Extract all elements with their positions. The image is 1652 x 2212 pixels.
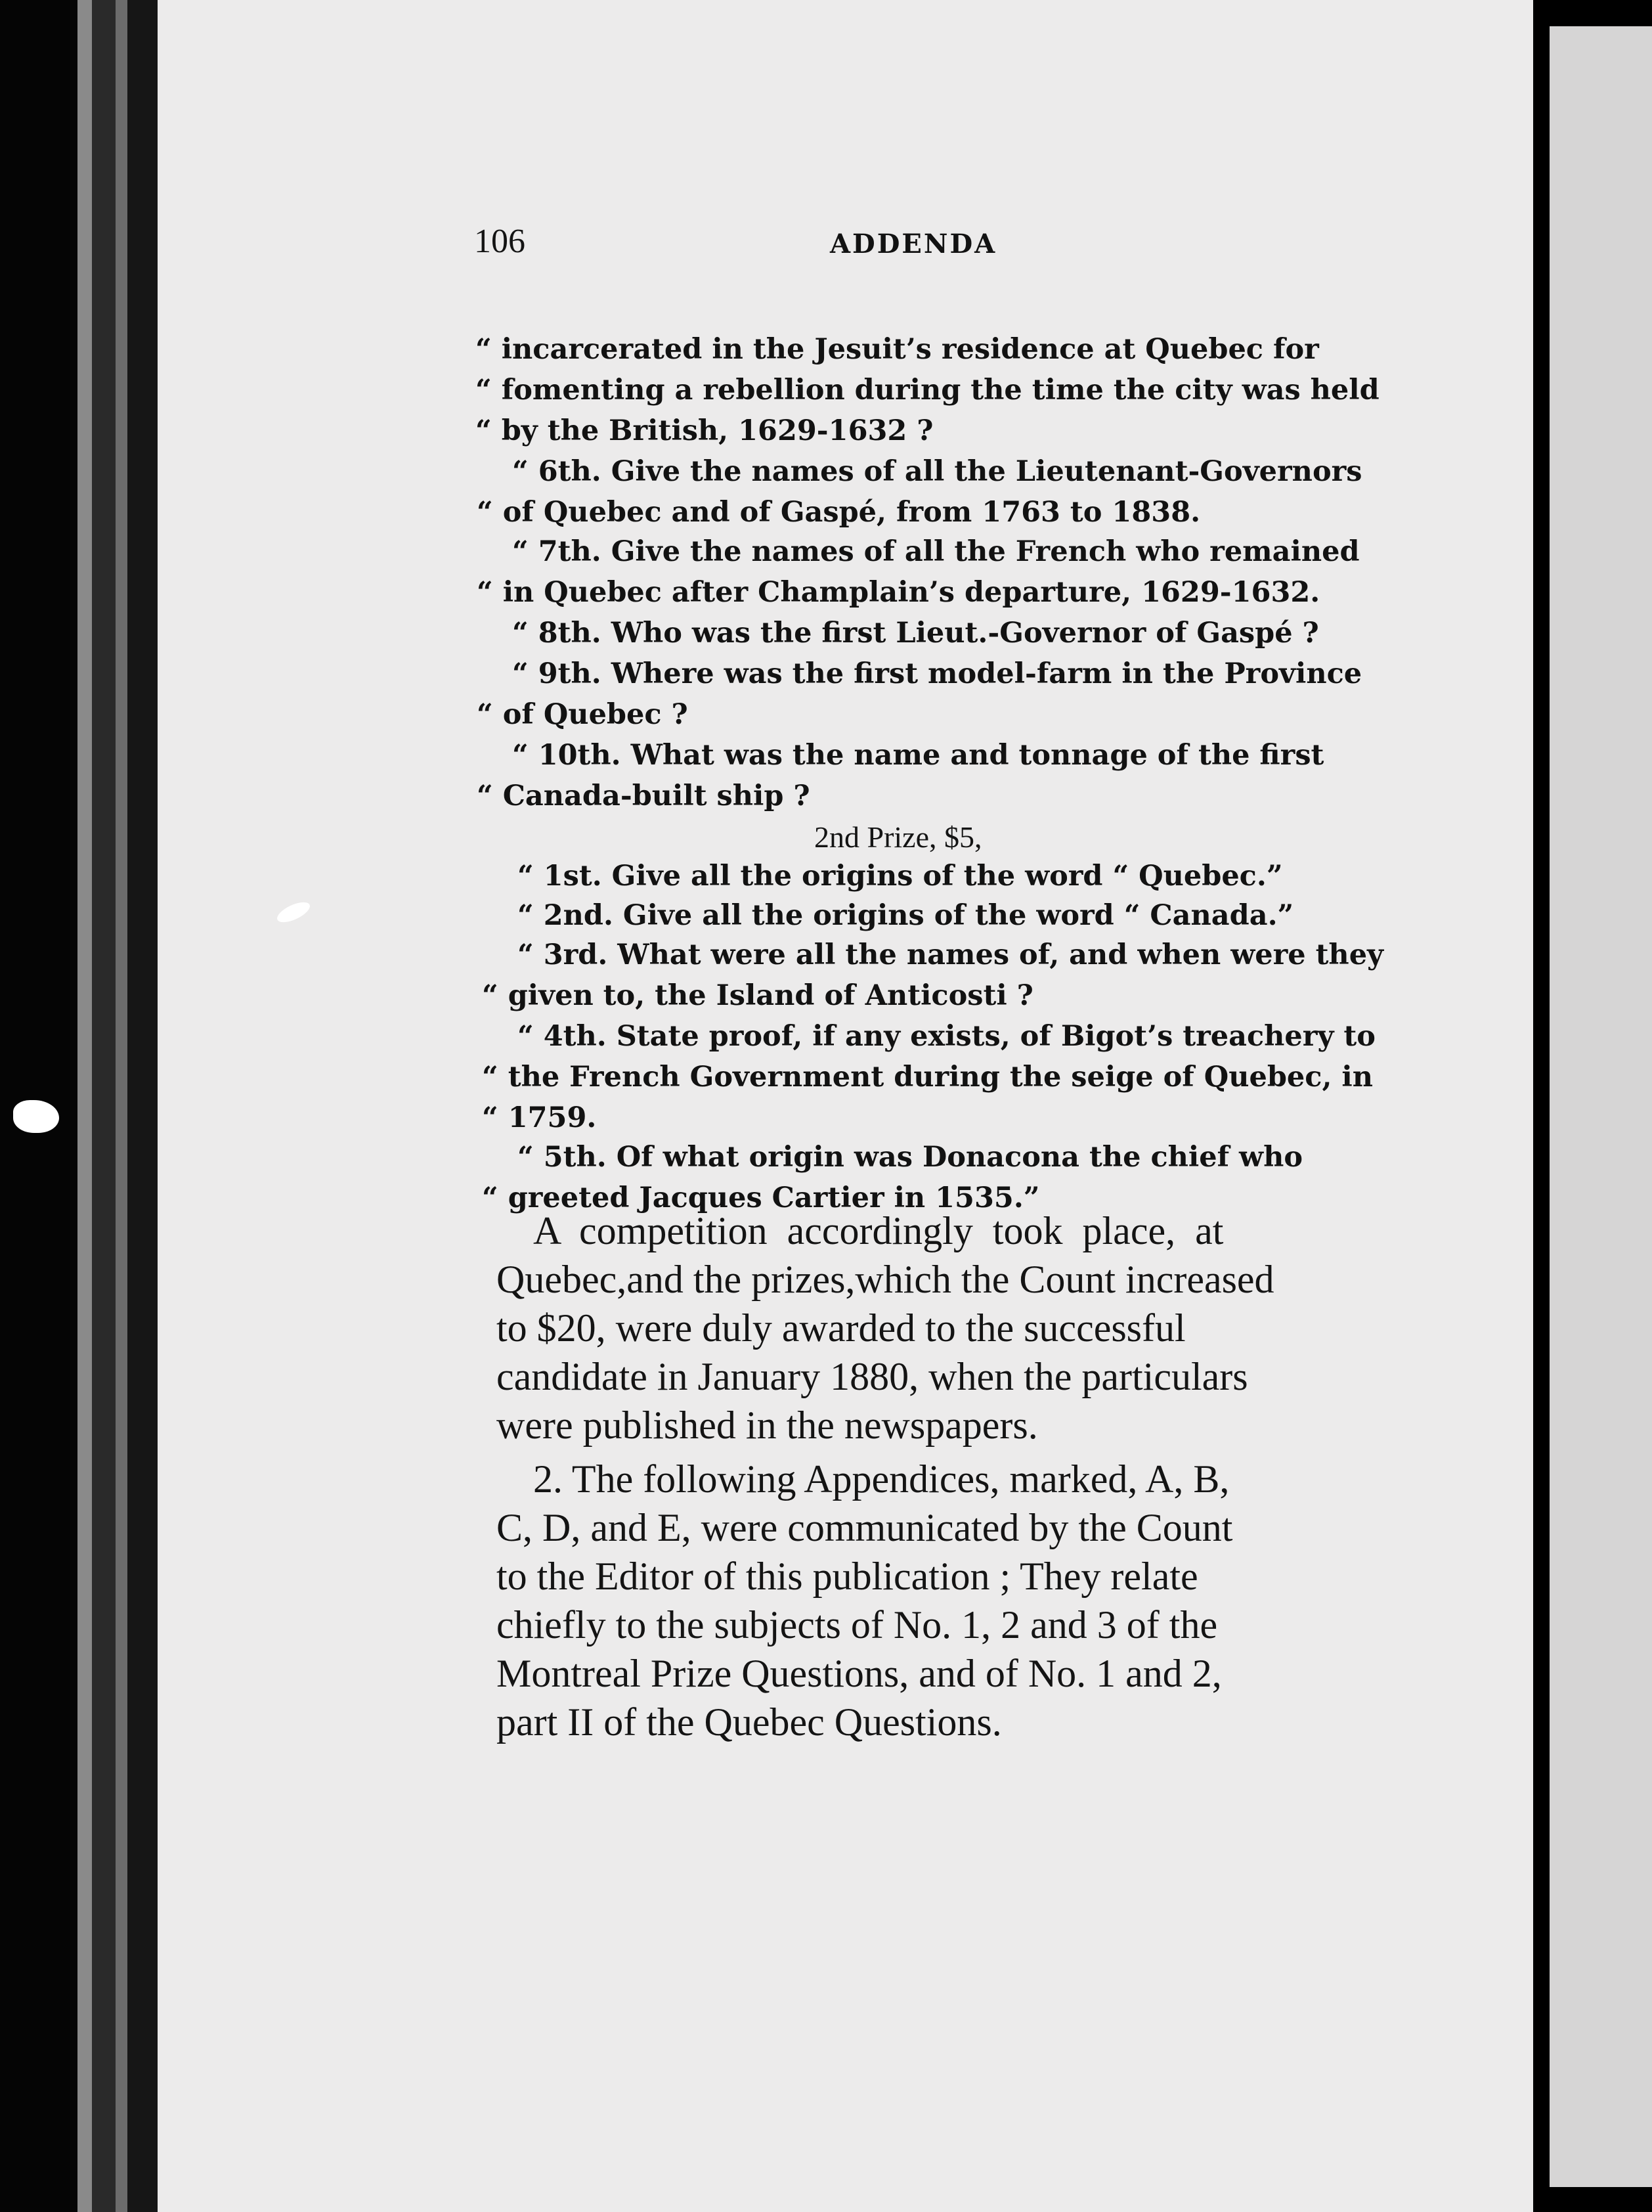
question-text: “ 2nd. Give all the origins of the word “ Canada.”: [517, 899, 1294, 932]
question-text: “ in Quebec after Champlain’s departure, 1629-1632.: [477, 576, 1320, 609]
paragraph-line: candidate in January 1880, when the particulars: [496, 1355, 1248, 1398]
second-prize-heading: 2nd Prize, $5,: [814, 820, 982, 854]
question-text: “ 6th. Give the names of all the Lieutenant-Governors: [512, 455, 1362, 488]
question-text: “ 5th. Of what origin was Donacona the chief who: [517, 1141, 1303, 1174]
paragraph-line: were published in the newspapers.: [496, 1404, 1038, 1447]
question-text: “ 3rd. What were all the names of, and when were they: [517, 939, 1384, 971]
question-text: “ incarcerated in the Jesuit’s residence at Quebec for: [475, 333, 1319, 366]
question-text: “ the French Government during the seige of Quebec, in: [482, 1061, 1373, 1094]
running-title: ADDENDA: [830, 229, 997, 259]
paragraph-line: A competition accordingly took place, at: [533, 1209, 1224, 1252]
question-text: “ 10th. What was the name and tonnage of the first: [512, 739, 1324, 772]
question-text: “ 7th. Give the names of all the French who remained: [512, 535, 1360, 568]
question-text: “ greeted Jacques Cartier in 1535.”: [482, 1182, 1040, 1214]
question-text: “ 1st. Give all the origins of the word “ Quebec.”: [517, 860, 1283, 893]
question-text: “ 9th. Where was the first model-farm in the Province: [512, 657, 1362, 690]
paragraph-line: 2. The following Appendices, marked, A, B,: [533, 1457, 1230, 1501]
paragraph-line: Montreal Prize Questions, and of No. 1 and 2,: [496, 1652, 1222, 1695]
question-text: “ 4th. State proof, if any exists, of Bigot’s treachery to: [517, 1020, 1376, 1053]
paragraph-line: chiefly to the subjects of No. 1, 2 and 3 of the: [496, 1603, 1218, 1647]
question-text: “ by the British, 1629-1632 ?: [475, 414, 934, 447]
paragraph-line: Quebec,and the prizes,which the Count increased: [496, 1258, 1274, 1301]
question-text: “ fomenting a rebellion during the time the city was held: [475, 374, 1380, 407]
question-text: “ 8th. Who was the first Lieut.-Governor of Gaspé ?: [512, 617, 1319, 650]
paragraph-line: to the Editor of this publication ; They relate: [496, 1555, 1198, 1598]
page-number: 106: [474, 223, 525, 260]
question-text: “ of Quebec and of Gaspé, from 1763 to 1838.: [477, 496, 1201, 529]
paragraph-line: part II of the Quebec Questions.: [496, 1700, 1002, 1744]
paragraph-line: C, D, and E, were communicated by the Count: [496, 1506, 1233, 1549]
question-text: “ Canada-built ship ?: [477, 780, 810, 812]
question-text: “ of Quebec ?: [477, 698, 688, 731]
paragraph-line: to $20, were duly awarded to the successful: [496, 1306, 1186, 1350]
question-text: “ 1759.: [482, 1101, 597, 1134]
question-text: “ given to, the Island of Anticosti ?: [482, 979, 1033, 1012]
